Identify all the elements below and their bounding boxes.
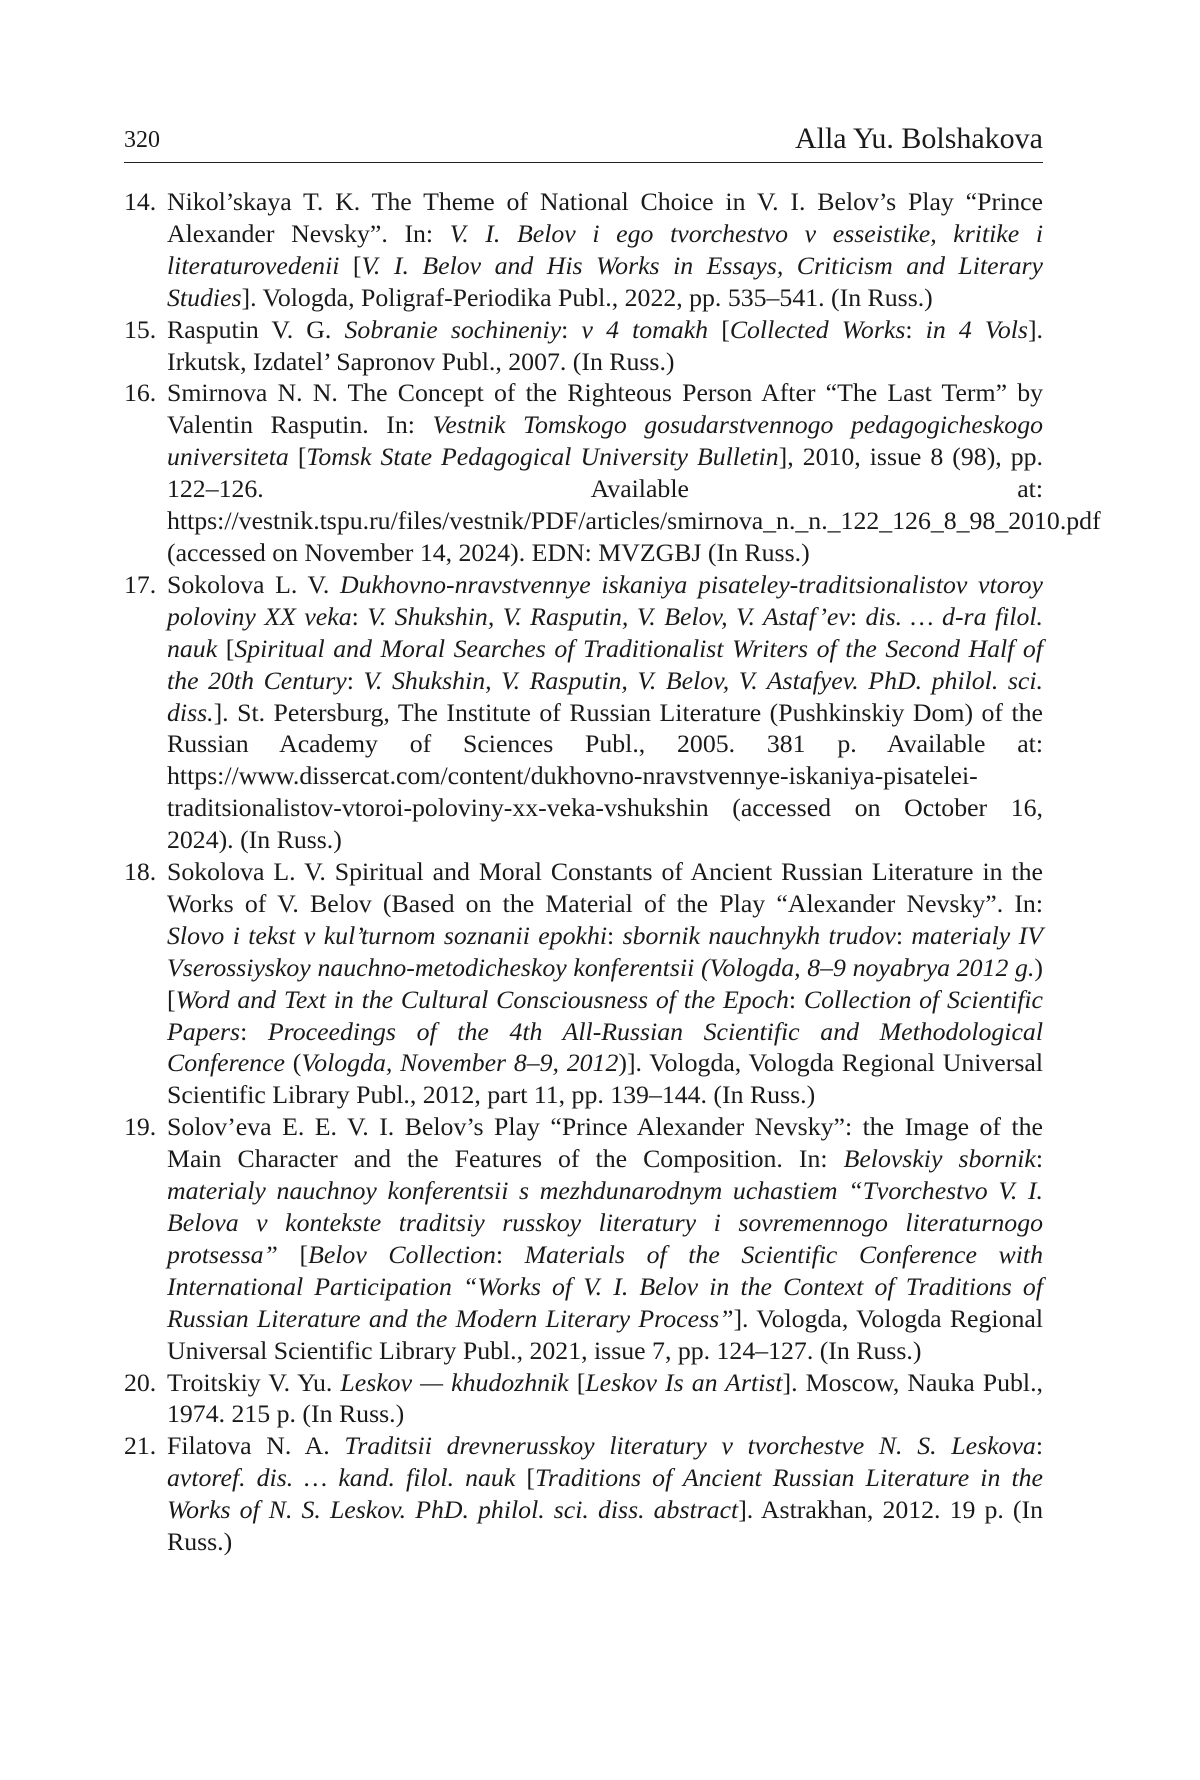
reference-number: 21. [124,1431,157,1461]
reference-title-italic: Vestnik Tomskogo gosudarstvennogo pedagogicheskogo universiteta [167,410,1043,472]
reference-title-italic: Proceedings of the 4th All-Russian Scientific and Methodological Conference [167,1016,1043,1078]
reference-title-italic: materialy IV Vserossiyskoy nauchno-metodicheskoy konferentsii (Vologda, 8–9 noyabrya 2012 g. [167,920,1043,982]
reference-number: 15. [124,314,157,344]
reference-title-italic: Collection of Scientific Papers [167,984,1043,1046]
reference-segment: ) [ [167,952,1043,1014]
reference-segment: Rasputin V. G. [167,314,345,344]
reference-segment: [ [708,314,730,344]
reference-segment: ]. Irkutsk, Izdatel’ Sapronov Publ., 2007. (In Russ.) [167,314,1043,376]
reference-number: 16. [124,378,157,408]
reference-title-italic: Tomsk State Pedagogical University Bulletin [306,442,779,472]
reference-title-italic: Collected Works [729,314,906,344]
reference-segment: Sokolova L. V. Spiritual and Moral Constants of Ancient Russian Literature in the Works of V. Belov (Based on the Material of the Play “Alexander Nevsky”. In: [167,857,1043,918]
reference-segment: [ [568,1367,586,1397]
reference-segment: ]. Astrakhan, 2012. 19 p. (In Russ.) [167,1495,1043,1557]
reference-segment: : [240,1016,268,1046]
reference-text [167,857,1043,1109]
reference-title-italic: Belov Collection [308,1239,496,1269]
reference-text [167,378,1101,567]
reference-title-italic: V. I. Belov i ego tvorchestvo v esseistike, kritike i literaturovedenii [167,218,1043,280]
reference-item [124,1430,1043,1558]
reference-number: 14. [124,187,157,216]
reference-title-italic: V. Shukshin, V. Rasputin, V. Belov, V. Astaf’ev [367,601,850,631]
reference-title-italic: Leskov Is an Artist [585,1367,783,1397]
reference-segment: ( [284,1048,302,1078]
reference-title-italic: Vologda, November 8–9, 2012 [301,1048,619,1078]
reference-title-italic: dis. … d-ra filol. nauk [167,601,1043,663]
reference-title-italic: materialy nauchnoy konferentsii s mezhdunarodnym uchastiem “Tvorchestvo V. I. Belova v kontekste traditsiy russkoy literatury i sovremennogo literaturnogo protsessa” [167,1176,1043,1269]
reference-item [124,1367,1043,1431]
reference-text [167,1431,1043,1556]
reference-item [124,569,1043,856]
reference-segment: : [1035,1144,1044,1174]
reference-item [124,1111,1043,1366]
reference-title-italic: Sobranie sochineniy [344,314,562,344]
reference-segment: : [561,314,582,344]
reference-segment: Sokolova L. V. [167,569,340,599]
reference-segment: Filatova N. A. [167,1431,345,1461]
reference-item [124,856,1043,1111]
reference-title-italic: in 4 Vols [925,314,1028,344]
reference-title-italic: Word and Text in the Cultural Consciousness of the Epoch [175,984,789,1014]
reference-segment: Solov’eva E. E. V. I. Belov’s Play “Prince Alexander Nevsky”: the Image of the Main Character and the Features of the Composition. In: [167,1112,1043,1174]
reference-segment: )]. Vologda, Vologda Regional Universal Scientific Library Publ., 2012, part 11, pp. 139–144. (In Russ.) [167,1048,1043,1110]
reference-segment: [ [339,250,362,280]
reference-number: 20. [124,1367,157,1397]
reference-number: 18. [124,857,157,887]
reference-title-italic: Dukhovno-nravstvennye iskaniya pisateley-traditsionalistov vtoroy poloviny XX veka [167,569,1043,631]
reference-segment: ]. St. Petersburg, The Institute of Russian Literature (Pushkinskiy Dom) of the Russian Academy of Sciences Publ., 2005. 381 p. Available at: https://www.dissercat.com/content/dukhovno-nravstvennye-iskaniya-pisatelei-traditsionalistov-vtoroi-poloviny-xx-veka-vshukshin (accessed on October 16, 2024). (In Russ.) [167,697,1043,855]
reference-segment: [ [217,633,235,663]
reference-title-italic: Leskov — khudozhnik [340,1367,569,1397]
reference-segment: : [905,314,926,344]
reference-list [124,186,1101,1558]
reference-segment: : [849,601,866,631]
reference-segment: Nikol’skaya T. K. The Theme of National Choice in V. I. Belov’s Play “Prince Alexander Nevsky”. In: [167,187,1043,248]
reference-title-italic: sbornik nauchnykh trudov [622,920,896,950]
reference-segment: ]. Vologda, Poligraf-Periodika Publ., 2022, pp. 535–541. (In Russ.) [241,282,933,312]
reference-segment: ], 2010, issue 8 (98), pp. 122–126. Available at: https://vestnik.tspu.ru/files/vestnik/PDF/articles/smirnova_n._n._122_126_8_98_2010.pdf (accessed on November 14, 2024). EDN: MVZGBJ (In Russ.) [167,442,1101,567]
running-head-author: Alla Yu. Bolshakova [794,122,1043,155]
reference-segment: : [895,920,912,950]
reference-item [124,314,1043,378]
reference-title-italic: v 4 tomakh [581,314,709,344]
reference-title-italic: avtoref. dis. … kand. filol. nauk [167,1463,516,1493]
reference-segment: Troitskiy V. Yu. [167,1367,341,1397]
reference-item [124,186,1043,314]
page-header [124,120,1043,163]
reference-title-italic: Belovskiy sbornik [843,1144,1036,1174]
reference-title-italic: Traditions of Ancient Russian Literature in the Works of N. S. Leskov. PhD. philol. sci. diss. abstract [167,1463,1043,1525]
reference-segment: : [1035,1431,1043,1461]
reference-title-italic: V. Shukshin, V. Rasputin, V. Belov, V. Astafyev. PhD. philol. sci. diss. [167,665,1044,727]
reference-segment: : [346,665,364,695]
reference-title-italic: Spiritual and Moral Searches of Traditionalist Writers of the Second Half of the 20th Century [167,633,1043,695]
reference-title-italic: Slovo i tekst v kul’turnom soznanii epokhi [167,920,608,950]
reference-segment: : [351,601,368,631]
reference-number: 17. [124,569,157,599]
reference-text [167,187,1043,312]
reference-segment: Smirnova N. N. The Concept of the Righteous Person After “The Last Term” by Valentin Rasputin. In: [167,378,1043,440]
reference-segment: : [788,984,804,1014]
reference-segment: : [495,1239,525,1269]
reference-segment: ]. Vologda, Vologda Regional Universal Scientific Library Publ., 2021, issue 7, pp. 124–127. (In Russ.) [167,1303,1043,1365]
reference-text [167,1368,1043,1429]
reference-title-italic: V. I. Belov and His Works in Essays, Criticism and Literary Studies [167,250,1043,312]
reference-segment: ]. Moscow, Nauka Publ., 1974. 215 p. (In Russ.) [167,1367,1043,1429]
reference-item [124,377,1101,568]
reference-title-italic: Traditsii drevnerusskoy literatury v tvorchestve N. S. Leskova [344,1431,1036,1461]
reference-segment: [ [277,1239,309,1269]
page-number: 320 [124,127,160,153]
reference-number: 19. [124,1112,157,1142]
reference-text [167,570,1043,854]
reference-title-italic: Materials of the Scientific Conference with International Participation “Works of V. I. Belov in the Context of Traditions of Russian Literature and the Modern Literary Process” [167,1239,1043,1333]
reference-segment: [ [288,442,307,472]
reference-text [167,315,1043,376]
reference-text [167,1112,1043,1364]
reference-segment: [ [515,1463,535,1493]
reference-segment: : [607,920,623,950]
